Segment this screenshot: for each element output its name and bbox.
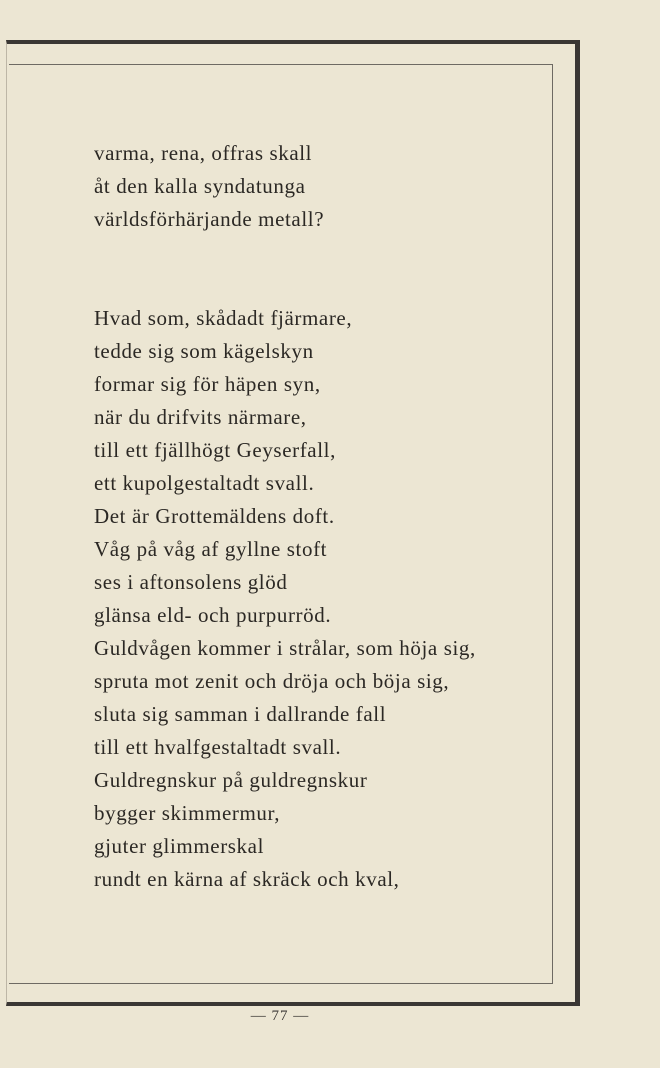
poem-line: åt den kalla syndatunga bbox=[94, 174, 306, 198]
poem-line: rundt en kärna af skräck och kval, bbox=[94, 867, 400, 891]
poem-stanza-1 bbox=[94, 137, 324, 236]
poem-line: sluta sig samman i dallrande fall bbox=[94, 702, 387, 726]
poem-line: när du drifvits närmare, bbox=[94, 405, 307, 429]
poem-line: ses i aftonsolens glöd bbox=[94, 570, 288, 594]
poem-line: Hvad som, skådadt fjärmare, bbox=[94, 306, 353, 330]
poem-line: bygger skimmermur, bbox=[94, 801, 281, 825]
poem-line: Det är Grottemäldens doft. bbox=[94, 504, 335, 528]
page-number: — 77 — bbox=[250, 1008, 310, 1024]
poem-line: formar sig för häpen syn, bbox=[94, 372, 321, 396]
poem-stanza-2 bbox=[94, 302, 476, 896]
poem-line: gjuter glimmerskal bbox=[94, 834, 265, 858]
poem-line: Våg på våg af gyllne stoft bbox=[94, 537, 328, 561]
poem-line: glänsa eld- och purpurröd. bbox=[94, 603, 332, 627]
poem-line: varma, rena, offras skall bbox=[94, 141, 313, 165]
poem-line: ett kupolgestaltadt svall. bbox=[94, 471, 315, 495]
poem-line: spruta mot zenit och dröja och böja sig, bbox=[94, 669, 450, 693]
poem-line: tedde sig som kägelskyn bbox=[94, 339, 314, 363]
poem-line: Guldregnskur på guldregnskur bbox=[94, 768, 368, 792]
poem-line: Guldvågen kommer i strålar, som höja sig, bbox=[94, 636, 476, 660]
poem-line: världsförhärjande metall? bbox=[94, 207, 325, 231]
poem-line: till ett fjällhögt Geyserfall, bbox=[94, 438, 336, 462]
poem-line: till ett hvalfgestaltadt svall. bbox=[94, 735, 342, 759]
